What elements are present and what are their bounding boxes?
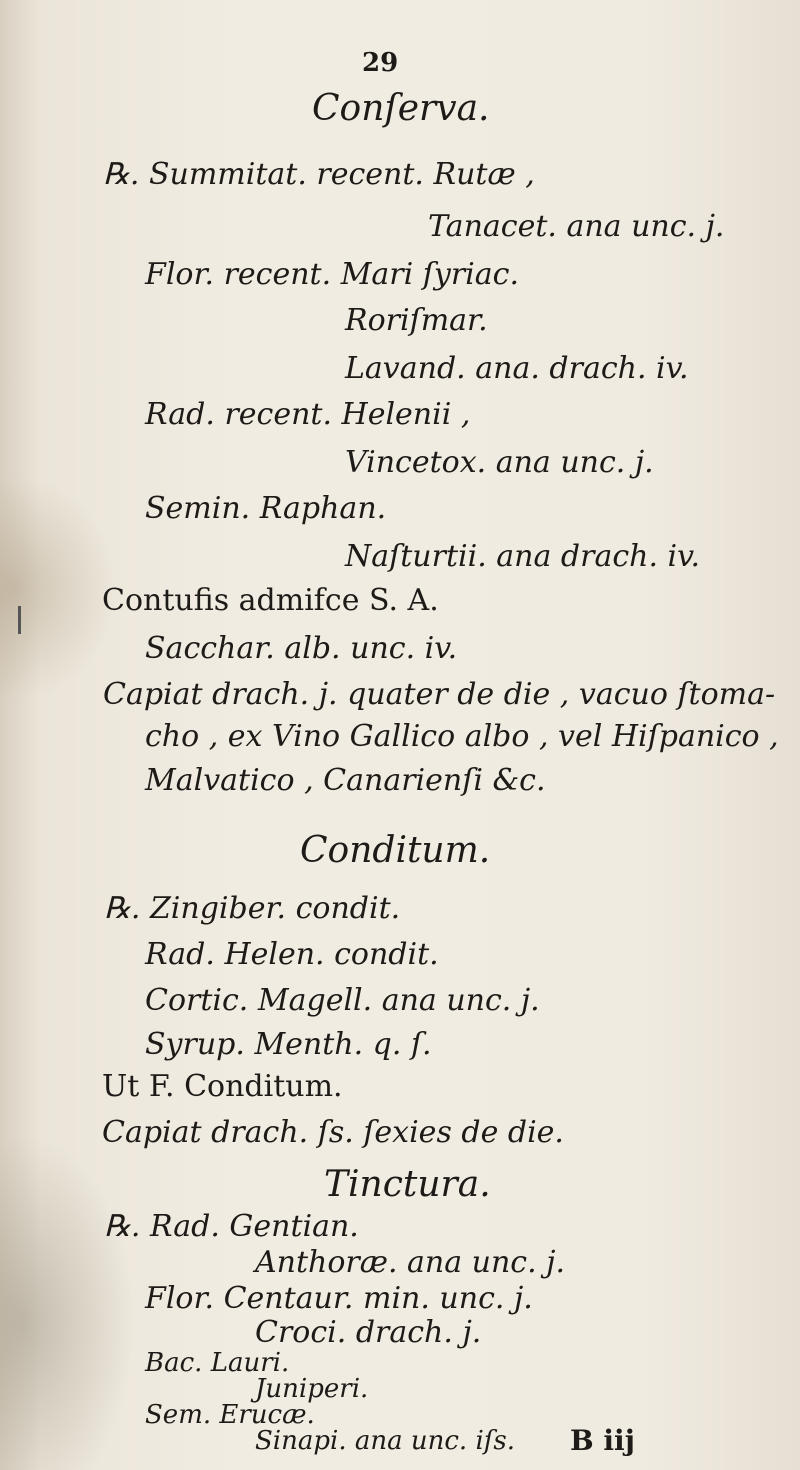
recipe-line: cho , ex Vino Gallico albo , vel Hiſpanico , xyxy=(145,719,779,754)
recipe-line: Tanacet. ana unc. j. xyxy=(428,209,725,244)
recipe-line: Capiat drach. j. quater de die , vacuo ſtoma- xyxy=(103,677,776,712)
recipe-line: Ut F. Conditum. xyxy=(102,1069,343,1104)
recipe-line: Semin. Raphan. xyxy=(145,491,387,526)
recipe-line: Rad. Helen. condit. xyxy=(145,937,439,972)
recipe-line: Flor. recent. Mari ſyriac. xyxy=(145,257,519,292)
recipe-line: Lavand. ana. drach. iv. xyxy=(345,351,689,386)
recipe-line: Rad. recent. Helenii , xyxy=(145,397,471,432)
recipe-line: ℞. Rad. Gentian. xyxy=(104,1209,359,1244)
recipe-line: Capiat drach. ſs. ſexies de die. xyxy=(102,1115,564,1150)
section-heading-tinctura: Tinctura. xyxy=(324,1164,491,1205)
section-heading-conditum: Conditum. xyxy=(300,830,491,871)
signature-mark: B iij xyxy=(570,1424,635,1457)
recipe-line: Roriſmar. xyxy=(345,303,488,338)
margin-mark xyxy=(18,606,21,634)
recipe-line: Sacchar. alb. unc. iv. xyxy=(145,631,458,666)
recipe-line: Cortic. Magell. ana unc. j. xyxy=(145,983,540,1018)
recipe-line: Naſturtii. ana drach. iv. xyxy=(345,539,701,574)
recipe-line: Sinapi. ana unc. iſs. xyxy=(255,1426,515,1456)
recipe-line: Sem. Erucæ. xyxy=(145,1400,315,1430)
recipe-line: Croci. drach. j. xyxy=(255,1315,482,1350)
recipe-line: Juniperi. xyxy=(255,1374,369,1404)
recipe-line: Bac. Lauri. xyxy=(145,1348,290,1378)
recipe-line: Flor. Centaur. min. unc. j. xyxy=(145,1281,533,1316)
recipe-line: ℞. Zingiber. condit. xyxy=(104,891,401,926)
recipe-line: Syrup. Menth. q. ſ. xyxy=(145,1027,432,1062)
page-number: 29 xyxy=(362,48,399,78)
recipe-line: Contufis admifce S. A. xyxy=(102,583,439,618)
recipe-line: Vincetox. ana unc. j. xyxy=(345,445,654,480)
recipe-line: Anthoræ. ana unc. j. xyxy=(255,1245,566,1280)
recipe-line: Malvatico , Canarienſi &c. xyxy=(145,763,546,798)
section-heading-conserva: Conſerva. xyxy=(312,88,490,129)
recipe-line: ℞. Summitat. recent. Rutæ , xyxy=(103,157,535,192)
